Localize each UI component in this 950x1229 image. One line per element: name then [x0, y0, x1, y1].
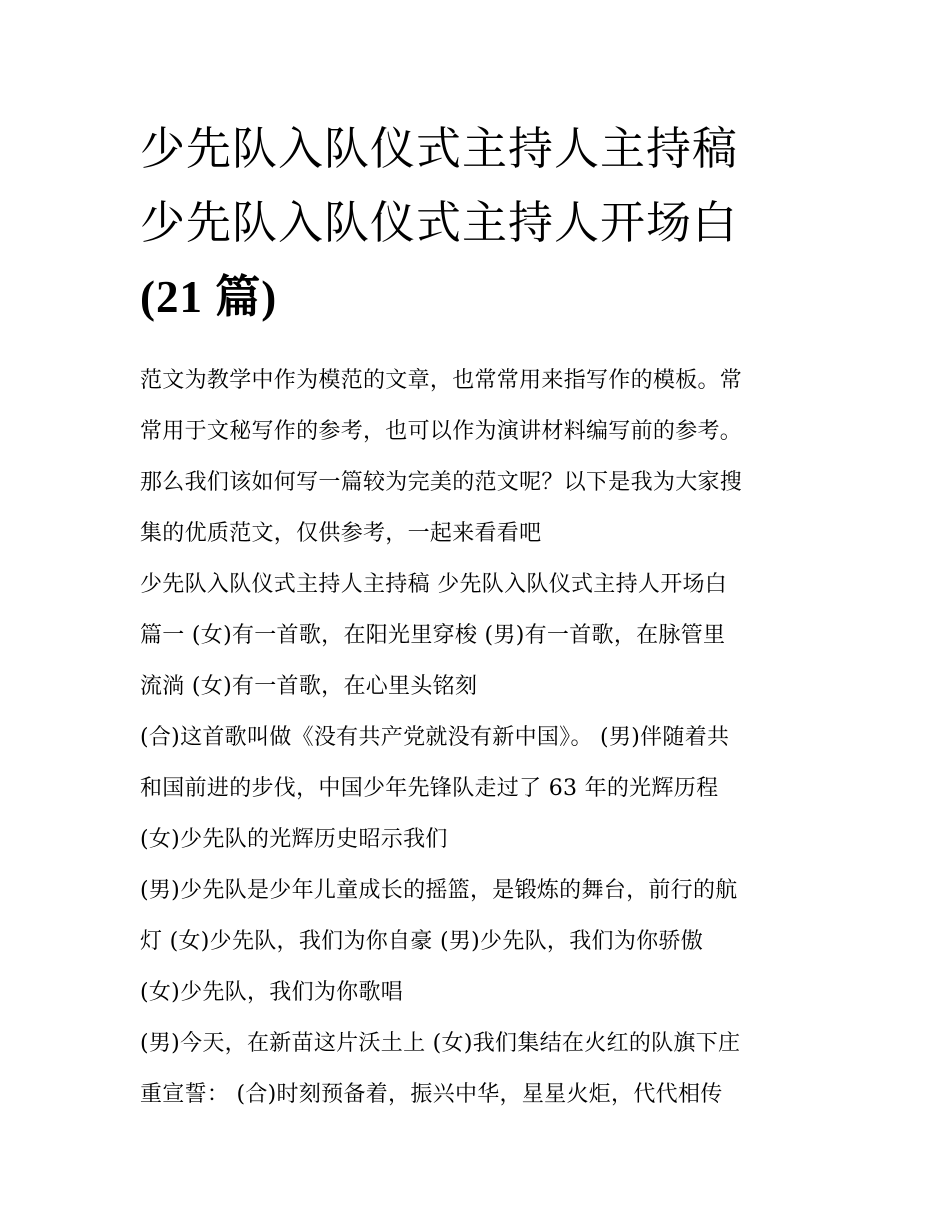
body-line-11: (男)少先队是少年儿童成长的摇篮，是锻炼的舞台，前行的航	[140, 878, 738, 903]
body-line-5: 少先队入队仪式主持人主持稿 少先队入队仪式主持人开场白	[140, 572, 728, 597]
body-line-8: (合)这首歌叫做《没有共产党就没有新中国》。 (男)伴随着共	[140, 725, 730, 750]
title-line-1: 少先队入队仪式主持人主持稿	[140, 122, 739, 175]
body-line-15: 重宣誓： (合)时刻预备着，振兴中华，星星火炬，代代相传	[140, 1082, 723, 1107]
title-line-3: (21 篇)	[140, 272, 278, 322]
document-title	[140, 112, 820, 334]
body-line-1: 范文为教学中作为模范的文章，也常常用来指写作的模板。常	[140, 368, 743, 393]
body-line-12: 灯 (女)少先队，我们为你自豪 (男)少先队，我们为你骄傲	[140, 929, 704, 954]
document-body	[140, 355, 820, 1120]
body-line-14: (男)今天，在新苗这片沃土上 (女)我们集结在火红的队旗下庄	[140, 1031, 741, 1056]
body-line-13: (女)少先队，我们为你歌唱	[140, 980, 404, 1005]
body-line-10: (女)少先队的光辉历史昭示我们	[140, 827, 448, 852]
body-line-2: 常用于文秘写作的参考，也可以作为演讲材料编写前的参考。	[140, 419, 743, 444]
body-line-3: 那么我们该如何写一篇较为完美的范文呢？以下是我为大家搜	[140, 470, 743, 495]
body-line-4: 集的优质范文，仅供参考，一起来看看吧	[140, 521, 542, 546]
body-line-9: 和国前进的步伐，中国少年先锋队走过了 63 年的光辉历程	[140, 776, 719, 801]
body-line-7: 流淌 (女)有一首歌，在心里头铭刻	[140, 674, 478, 699]
body-line-6: 篇一 (女)有一首歌，在阳光里穿梭 (男)有一首歌，在脉管里	[140, 623, 726, 648]
title-line-2: 少先队入队仪式主持人开场白	[140, 196, 739, 249]
